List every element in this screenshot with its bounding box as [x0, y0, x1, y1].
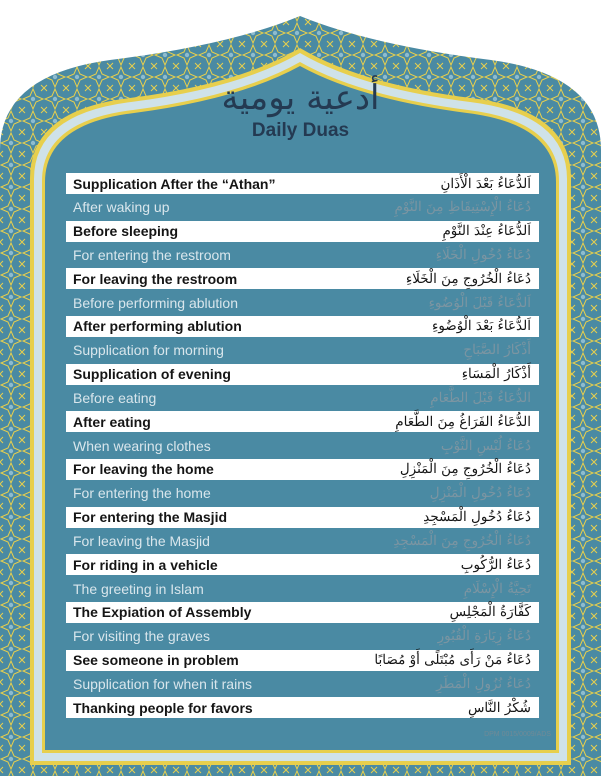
dua-english: Before sleeping: [73, 223, 179, 240]
dua-arabic: دُعَاءُ الرُّكُوبِ: [460, 556, 531, 573]
dua-english: For leaving the home: [73, 461, 214, 478]
dua-arabic: الدُّعَاءُ قَبْلَ الطَّعَامِ: [430, 389, 531, 406]
dua-row: [66, 268, 539, 289]
dua-arabic: دُعَاءُ الْخُرُوجِ مِنَ الْمَسْجِدِ: [393, 532, 531, 549]
dua-row: [66, 650, 539, 671]
dua-row: [66, 173, 539, 194]
dua-english: Before performing ablution: [73, 294, 238, 311]
dua-english: Supplication for morning: [73, 342, 224, 359]
dua-row: [66, 554, 539, 575]
dua-arabic: دُعَاءُ دُخُولِ الْخَلَاءِ: [435, 246, 531, 263]
dua-row: [66, 364, 539, 385]
dua-english: Before eating: [73, 389, 157, 406]
dua-row: [66, 697, 539, 718]
dua-arabic: كَفَّارَةُ الْمَجْلِسِ: [449, 604, 531, 621]
dua-row: [66, 459, 539, 480]
dua-arabic: شُكْرُ النَّاسِ: [467, 699, 531, 716]
dua-row: [66, 507, 539, 528]
dua-english: The Expiation of Assembly: [73, 604, 252, 621]
dua-arabic: دُعَاءُ الْإِسْتِيقَاظِ مِنَ النَّوْمِ: [394, 199, 531, 216]
dua-row: [66, 411, 539, 432]
dua-english: Supplication for when it rains: [73, 675, 252, 692]
dua-row: [66, 197, 539, 218]
title-english: Daily Duas: [251, 120, 350, 141]
dua-english: For leaving the restroom: [73, 270, 238, 287]
dua-row: [66, 340, 539, 361]
dua-row: [66, 673, 539, 694]
dua-english: For leaving the Masjid: [73, 532, 210, 549]
dua-arabic: اَلدُّعَاءُ بَعْدَ الْأَذَانِ: [440, 175, 531, 192]
dua-row: [66, 483, 539, 504]
dua-arabic: دُعَاءُ زِيَارَةِ الْقُبُورِ: [437, 628, 531, 645]
dua-arabic: تَحِيَّةُ الْإِسْلَامِ: [463, 580, 531, 597]
dua-english: For entering the restroom: [73, 246, 231, 263]
title-arabic: أدعية يومية: [221, 78, 380, 118]
dua-row: [66, 626, 539, 647]
dua-english: When wearing clothes: [73, 437, 211, 454]
dua-row: [66, 602, 539, 623]
dua-row: [66, 292, 539, 313]
dua-english: See someone in problem: [73, 652, 239, 669]
dua-english: For entering the Masjid: [73, 509, 228, 526]
dua-english: After eating: [73, 413, 151, 430]
dua-english: After performing ablution: [73, 318, 242, 335]
dua-arabic: اَلدُّعَاءُ قَبْلَ الْوُضُوءِ: [428, 294, 531, 311]
dua-arabic: دُعَاءُ نُزُولِ الْمَطَرِ: [436, 675, 531, 692]
dua-english: For entering the home: [73, 485, 211, 502]
dua-arabic: دُعَاءُ دُخُولِ الْمَسْجِدِ: [423, 509, 531, 526]
dua-arabic: اَلدُّعَاءُ بَعْدَ الْوُضُوءِ: [431, 318, 531, 335]
dua-row: [66, 316, 539, 337]
dua-arabic: دُعَاءُ لُبْسِ الثَّوْبِ: [440, 437, 531, 454]
dua-english: Thanking people for favors: [73, 699, 253, 716]
dua-row: [66, 244, 539, 265]
dua-arabic: أَذْكَارُ الْمَسَاءِ: [461, 366, 531, 383]
dua-english: Supplication After the “Athan”: [73, 175, 276, 192]
dua-english: After waking up: [73, 199, 170, 216]
dua-arabic: دُعَاءُ مَنْ رَأَى مُبْتَلًى أَوْ مُصَابًا: [374, 652, 531, 669]
dua-arabic: دُعَاءُ دُخُولِ الْمَنْزِلِ: [429, 485, 531, 502]
dua-arabic: اَلدُّعَاءُ عِنْدَ النَّوْمِ: [442, 223, 531, 240]
dua-arabic: دُعَاءُ الْخُرُوجِ مِنَ الْخَلَاءِ: [405, 270, 531, 287]
dua-row: [66, 578, 539, 599]
dua-row: [66, 387, 539, 408]
dua-row: [66, 435, 539, 456]
dua-english: For visiting the graves: [73, 628, 210, 645]
dua-english: Supplication of evening: [73, 366, 231, 383]
duas-table: [66, 173, 539, 721]
dua-arabic: دُعَاءُ الْخُرُوجِ مِنَ الْمَنْزِلِ: [399, 461, 531, 478]
dua-row: [66, 221, 539, 242]
dua-arabic: الدُّعَاءُ الفَرَاغُ مِنَ الطَّعَامِ: [395, 413, 531, 430]
dua-english: For riding in a vehicle: [73, 556, 218, 573]
footer-code: DPM 0015/0009/ADS: [484, 731, 551, 738]
dua-row: [66, 530, 539, 551]
dua-arabic: أَذْكَارُ الصَّبَاحِ: [463, 342, 531, 359]
dua-english: The greeting in Islam: [73, 580, 204, 597]
